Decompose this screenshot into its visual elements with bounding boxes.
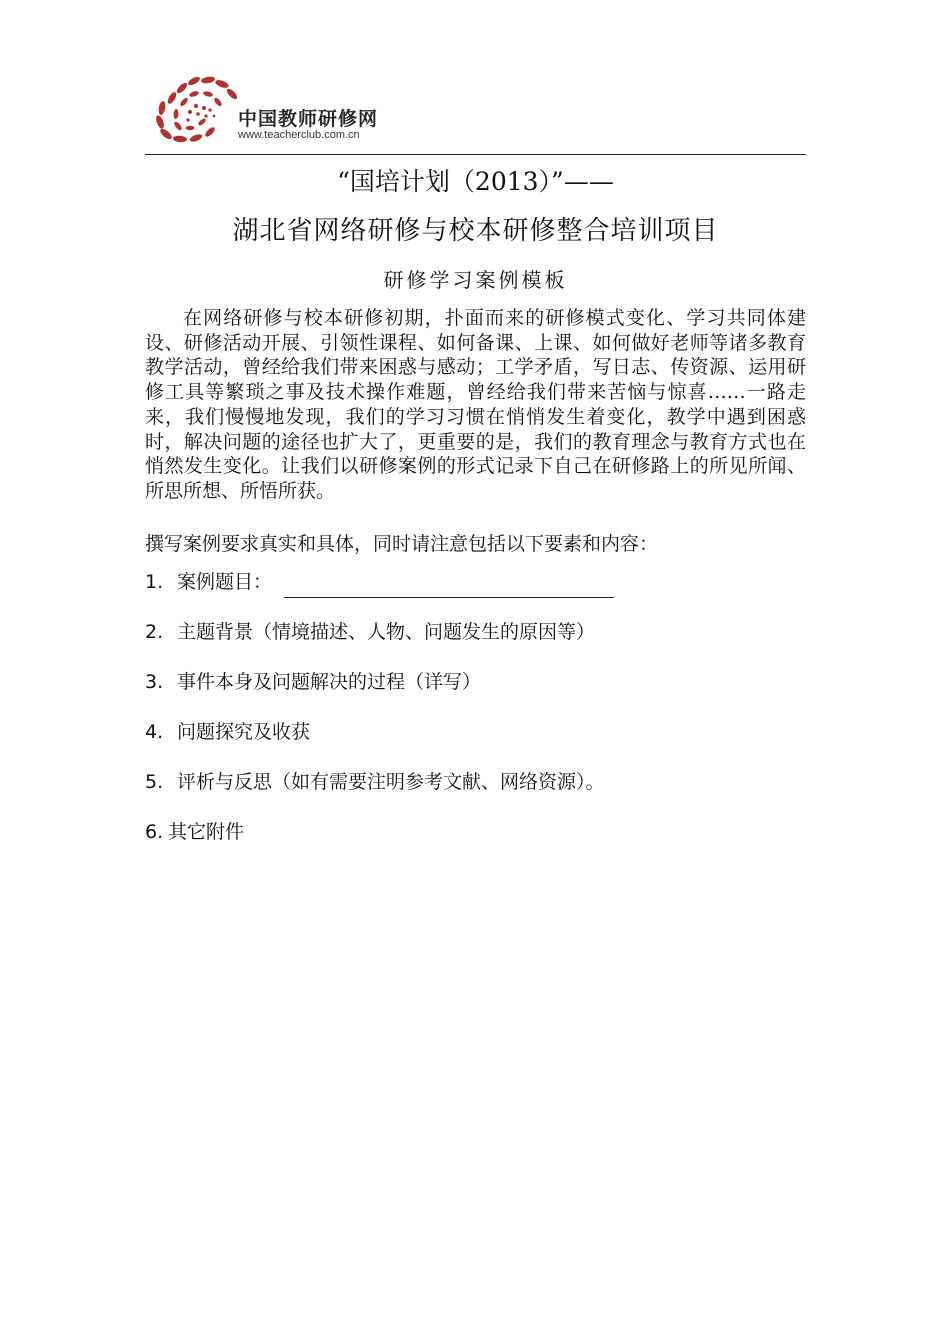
item-text: 案例题目： — [177, 571, 273, 593]
header-divider — [145, 154, 806, 155]
title-template: 研修学习案例模板 — [383, 268, 568, 292]
item-text: 问题探究及收获 — [177, 721, 311, 743]
item-text: 事件本身及问题解决的过程（详写） — [177, 671, 482, 693]
item-number: 3. — [145, 671, 164, 693]
item-text: 评析与反思（如有需要注明参考文献、网络资源）。 — [177, 771, 605, 793]
list-item — [145, 816, 806, 866]
list-item — [145, 616, 806, 666]
case-title-field[interactable] — [284, 573, 614, 598]
list-item — [145, 666, 806, 716]
item-number: 2. — [145, 621, 164, 643]
title-project: 湖北省网络研修与校本研修整合培训项目 — [232, 216, 719, 246]
intro-paragraph: 在网络研修与校本研修初期，扑面而来的研修模式变化、学习共同体建设、研修活动开展、引领性课程、如何备课、上课、如何做好老师等诸多教育教学活动，曾经给我们带来困惑与感动；工学矛盾，写日志、传资源、运用研修工具等繁琐之事及技术操作难题，曾经给我们带来苦恼与惊喜……一路走来，我们慢慢地发现，我们的学习习惯在悄悄发生着变化，教学中遇到困惑时，解决问题的途径也扩大了，更重要的是，我们的教育理念与教育方式也在悄然发生变化。让我们以研修案例的形式记录下自己在研修路上的所见所闻、所思所想、所悟所获。 — [145, 307, 806, 502]
list-item — [145, 766, 806, 816]
item-number: 1. — [145, 571, 164, 593]
instruction-line: 撰写案例要求真实和具体，同时请注意包括以下要素和内容： — [145, 533, 659, 555]
item-number: 5. — [145, 771, 164, 793]
item-text: 其它附件 — [168, 821, 245, 843]
list-item — [145, 566, 806, 616]
item-number: 6. — [145, 821, 164, 843]
item-number: 4. — [145, 721, 164, 743]
logo — [150, 72, 400, 144]
title-program: “国培计划（2013）”—— — [337, 167, 614, 196]
item-text: 主题背景（情境描述、人物、问题发生的原因等） — [177, 621, 596, 643]
logo-mark-icon — [150, 72, 242, 144]
logo-url: www.teacherclub.com.cn — [238, 129, 360, 141]
element-list — [145, 566, 806, 866]
logo-chinese-name: 中国教师研修网 — [238, 108, 379, 130]
list-item — [145, 716, 806, 766]
